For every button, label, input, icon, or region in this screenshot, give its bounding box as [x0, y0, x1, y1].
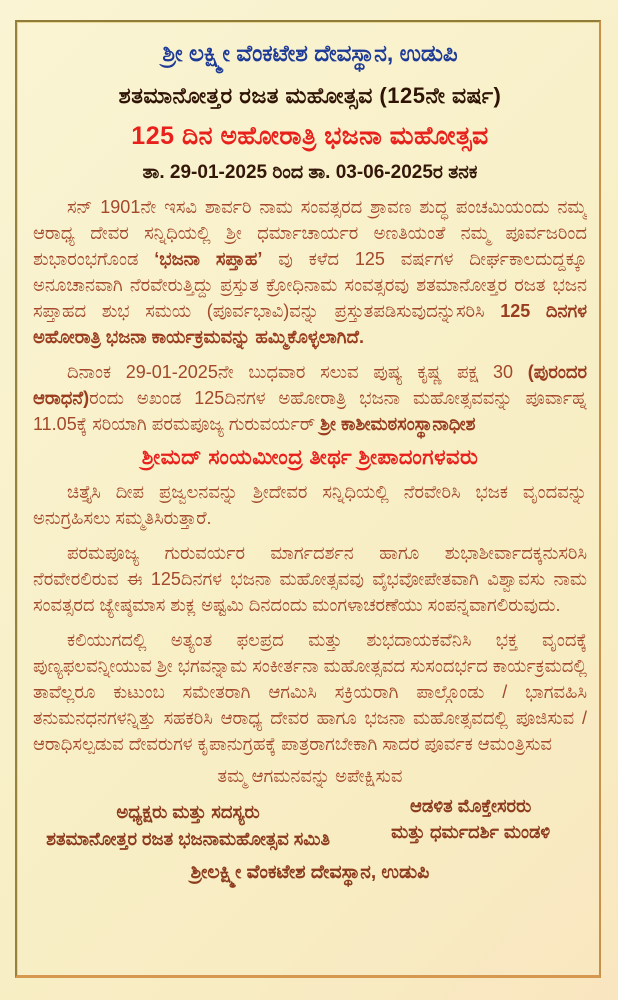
signatories [33, 793, 587, 853]
temple-name-heading: ಶ್ರೀ ಲಕ್ಷ್ಮೀ ವೆಂಕಟೇಶ ದೇವಸ್ಥಾನ, ಉಡುಪಿ [162, 40, 458, 66]
text-segment-bold: (ಪುರಂದರ ಆರಾಧನೆ) [33, 362, 587, 408]
invitation-content [33, 36, 587, 972]
paragraph-inauguration [33, 359, 587, 437]
text-segment-bold: ಶ್ರೀ ಕಾಶೀಮಠಸಂಸ್ಥಾನಾಧೀಶ [320, 414, 476, 434]
text-segment: ವು ಕಳೆದ 125 ವರ್ಷಗಳ ದೀರ್ಘಕಾಲದುದ್ದಕ್ಕೂ ಅನೂಚಾನವಾಗಿ ನೆರವೇರುತ್ತಿದ್ದು ಪ್ರಸ್ತುತ ಕ್ರೋಧಿನಾಮ ಸಂವತ್ಸರವು ಶತಮಾನೋತ್ತರ ರಜತ ಭಜನ ಸಪ್ತಾಹದ ಶುಭ ಸಮಯ (ಪೂರ್ವಭಾವಿ)ವನ್ನು ಪ್ರಸ್ತುತಪಡಿಸುವುದನ್ನುಸರಿಸಿ [33, 249, 587, 321]
text-segment-bold: ‘ಭಜನಾ ಸಪ್ತಾಹ’ [154, 249, 263, 269]
swamiji-name-heading: ಶ್ರೀಮದ್ ಸಂಯಮೀಂದ್ರ ತೀರ್ಥ ಶ್ರೀಪಾದಂಗಳವರು [141, 446, 479, 469]
paragraph-history [33, 194, 587, 350]
signatory-left [33, 799, 343, 853]
signatory-right-line2: ಮತ್ತು ಧರ್ಮದರ್ಶಿ ಮಂಡಳಿ [391, 822, 551, 842]
text-segment-bold: 125 ದಿನಗಳ ಅಹೋರಾತ್ರಿ ಭಜನಾ ಕಾರ್ಯಕ್ರಮವನ್ನು ಹಮ್ಮಿಕೊಳ್ಳಲಾಗಿದೆ. [33, 301, 587, 347]
signatory-left-line2: ಶತಮಾನೋತ್ತರ ರಜತ ಭಜನಾಮಹೋತ್ಸವ ಸಮಿತಿ [46, 829, 331, 849]
closing-line: ತಮ್ಮ ಆಗಮನವನ್ನು ಅಪೇಕ್ಷಿಸುವ [217, 766, 403, 786]
paragraph-conclusion-day: ಪರಮಪೂಜ್ಯ ಗುರುವರ್ಯರ ಮಾರ್ಗದರ್ಶನ ಹಾಗೂ ಶುಭಾಶೀರ್ವಾದಕ್ಕನುಸರಿಸಿ ನೆರವೇರಲಿರುವ ಈ 125ದಿನಗಳ ಭಜನಾ ಮಹೋತ್ಸವವು ವೈಭವೋಪೇತವಾಗಿ ವಿಶ್ವಾವಸು ನಾಮ ಸಂವತ್ಸರದ ಜ್ಯೇಷ್ಠಮಾಸ ಶುಕ್ಲ ಅಷ್ಟಮಿ ದಿನದಂದು ಮಂಗಳಾಚರಣೆಯು ಸಂಪನ್ನವಾಗಲಿರುವುದು. [33, 543, 587, 615]
text-segment: ದಿನಾಂಕ 29-01-2025ನೇ ಬುಧವಾರ ಸಲುವ ಪುಷ್ಯ ಕೃಷ್ಣ ಪಕ್ಷ 30 [67, 362, 528, 382]
text-segment: ರಂದು ಅಖಂಡ 125ದಿನಗಳ ಅಹೋರಾತ್ರಿ ಭಜನಾ ಮಹೋತ್ಸವವನ್ನು ಪೂರ್ವಾಹ್ನ 11.05ಕ್ಕೆ ಸರಿಯಾಗಿ ಪರಮಪೂಜ್ಯ ಗುರುವರ್ಯರ್ [33, 388, 587, 434]
event-dates: ತಾ. 29-01-2025 ರಿಂದ ತಾ. 03-06-2025ರ ತನಕ [142, 162, 478, 183]
event-title: 125 ದಿನ ಅಹೋರಾತ್ರಿ ಭಜನಾ ಮಹೋತ್ಸವ [131, 122, 489, 150]
footer-temple-name: ಶ್ರೀಲಕ್ಷ್ಮೀ ವೆಂಕಟೇಶ ದೇವಸ್ಥಾನ, ಉಡುಪಿ [190, 862, 430, 883]
paragraph-invitation: ಕಲಿಯುಗದಲ್ಲಿ ಅತ್ಯಂತ ಫಲಪ್ರದ ಮತ್ತು ಶುಭದಾಯಕವೆನಿಸಿ ಭಕ್ತ ವೃಂದಕ್ಕೆ ಪುಣ್ಯಫಲವನ್ನೀಯುವ ಶ್ರೀ ಭಗವನ್ನಾಮ ಸಂಕೀರ್ತನಾ ಮಹೋತ್ಸವದ ಸುಸಂದರ್ಭದ ಕಾರ್ಯಕ್ರಮದಲ್ಲಿ ತಾವೆಲ್ಲರೂ ಕುಟುಂಬ ಸಮೇತರಾಗಿ ಆಗಮಿಸಿ ಸಕ್ರಿಯರಾಗಿ ಪಾಲ್ಗೊಂಡು / ಭಾಗವಹಿಸಿ ತನುಮನಧನಗಳನ್ನಿತ್ತು ಸಹಕರಿಸಿ ಆರಾಧ್ಯ ದೇವರ ಹಾಗೂ ಭಜನಾ ಮಹೋತ್ಸವದಲ್ಲಿ ಪೂಜಿಸುವ / ಆರಾಧಿಸಲ್ಪಡುವ ದೇವರುಗಳ ಕೃಪಾನುಗ್ರಹಕ್ಕೆ ಪಾತ್ರರಾಗಬೇಕಾಗಿ ಸಾದರ ಪೂರ್ವಕ ಆಮಂತ್ರಿಸುವ [33, 630, 587, 754]
signatory-right-line1: ಆಡಳಿತ ಮೊಕ್ತೇಸರರು [410, 796, 532, 816]
text-segment: ಸನ್ 1901ನೇ ಇಸವಿ ಶಾರ್ವರಿ ನಾಮ ಸಂವತ್ಸರದ ಶ್ರಾವಣ ಶುದ್ಧ ಪಂಚಮಿಯಂದು ನಮ್ಮ ಆರಾಧ್ಯ ದೇವರ ಸನ್ನಿಧಿಯಲ್ಲಿ ಶ್ರೀ ಧರ್ಮಾಚಾರ್ಯರ ಅಣತಿಯಂತೆ ನಮ್ಮ ಪೂರ್ವಜರಿಂದ ಶುಭಾರಂಭಗೊಂಡ [33, 197, 587, 269]
festival-title: ಶತಮಾನೋತ್ತರ ರಜತ ಮಹೋತ್ಸವ (125ನೇ ವರ್ಷ) [118, 83, 502, 108]
signatory-left-line1: ಅಧ್ಯಕ್ಷರು ಮತ್ತು ಸದಸ್ಯರು [116, 802, 260, 822]
paragraph-lamp-lighting: ಚಿತ್ತೈಸಿ ದೀಪ ಪ್ರಜ್ವಲನವನ್ನು ಶ್ರೀದೇವರ ಸನ್ನಿಧಿಯಲ್ಲಿ ನೆರವೇರಿಸಿ ಭಜಕ ವೃಂದವನ್ನು ಅನುಗ್ರಹಿಸಲು ಸಮ್ಮತಿಸಿರುತ್ತಾರೆ. [33, 482, 587, 528]
signatory-right [354, 793, 587, 845]
